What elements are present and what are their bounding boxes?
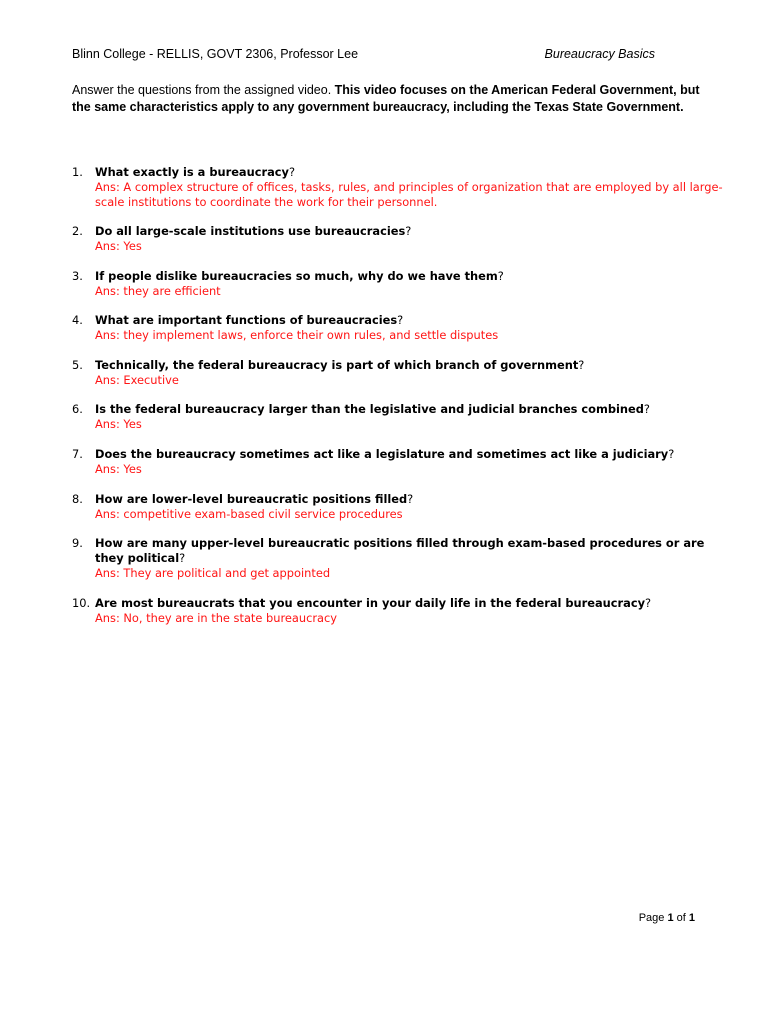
instructions-emphasis: This video focuses on the American Federal Government, but the same characteristics apply to any government bureaucracy, including the Texas State Government. (72, 83, 700, 114)
answer-text: Ans: No, they are in the state bureaucracy (95, 610, 338, 625)
instructions-lead: Answer the questions from the assigned video. (72, 83, 335, 97)
question-prompt: If people dislike bureaucracies so much, why do we have them (95, 269, 498, 283)
question-number: 1. (72, 165, 83, 179)
question-prompt: Is the federal bureaucracy larger than the legislative and judicial branches combined (95, 402, 644, 416)
question-number: 4. (72, 313, 83, 327)
question-item (72, 358, 725, 388)
answer-text: Ans: Yes (95, 461, 142, 476)
question-item (72, 447, 725, 477)
question-item (72, 165, 725, 209)
question-prompt: Technically, the federal bureaucracy is part of which branch of government (95, 358, 579, 372)
answer-text: Ans: Yes (95, 238, 142, 253)
question-text (95, 596, 651, 610)
question-number: 8. (72, 492, 83, 506)
question-mark: ? (668, 447, 675, 461)
answer-text: Ans: They are political and get appointed (95, 565, 331, 580)
answer-text: Ans: Yes (95, 416, 142, 431)
instructions (72, 82, 702, 116)
question-number: 7. (72, 447, 83, 461)
question-item (72, 596, 725, 626)
question-prompt: How are lower-level bureaucratic positions filled (95, 492, 408, 506)
question-mark: ? (578, 358, 585, 372)
course-info: Blinn College - RELLIS, GOVT 2306, Professor Lee (72, 47, 359, 61)
question-text (95, 492, 413, 506)
question-item (72, 269, 725, 299)
answer-text: Ans: Executive (95, 372, 179, 387)
question-mark: ? (497, 269, 504, 283)
question-mark: ? (407, 492, 414, 506)
question-item (72, 402, 725, 432)
question-prompt: What are important functions of bureaucracies (95, 313, 398, 327)
question-text (95, 536, 704, 565)
page-of: of (673, 912, 689, 924)
question-prompt: How are many upper-level bureaucratic positions filled through exam-based procedures or are they political (95, 536, 705, 565)
question-mark: ? (645, 596, 652, 610)
question-text (95, 269, 504, 283)
question-text (95, 313, 403, 327)
answer-text: Ans: competitive exam-based civil service procedures (95, 506, 403, 521)
answer-text: Ans: A complex structure of offices, tasks, rules, and principles of organization that are employed by all large-scale institutions to coordinate the work for their personnel. (95, 179, 723, 209)
question-mark: ? (288, 165, 296, 179)
question-text (95, 402, 650, 416)
question-text (95, 358, 584, 372)
question-prompt: Do all large-scale institutions use bureaucracies (95, 224, 406, 238)
answer-text: Ans: they are efficient (95, 283, 221, 298)
question-text (95, 224, 411, 238)
document-topic: Bureaucracy Basics (544, 47, 655, 61)
question-number: 9. (72, 536, 83, 550)
question-text (95, 165, 295, 179)
question-prompt: Are most bureaucrats that you encounter in your daily life in the federal bureaucracy (95, 596, 646, 610)
page-number (639, 912, 695, 924)
question-number: 2. (72, 224, 83, 238)
question-item (72, 536, 725, 580)
page-total: 1 (688, 912, 695, 924)
question-number: 5. (72, 358, 83, 372)
question-number: 3. (72, 269, 83, 283)
question-item (72, 224, 725, 254)
question-mark: ? (643, 402, 650, 416)
page-label: Page (638, 912, 668, 924)
question-mark: ? (179, 550, 186, 565)
question-mark: ? (405, 224, 412, 238)
question-number: 6. (72, 402, 83, 416)
question-item (72, 492, 725, 522)
question-prompt: Does the bureaucracy sometimes act like a legislature and sometimes act like a judiciary (95, 447, 669, 461)
question-item (72, 313, 725, 343)
page-current: 1 (667, 912, 674, 924)
question-mark: ? (397, 313, 404, 327)
question-prompt: What exactly is a bureaucracy (95, 165, 289, 179)
question-number: 10. (72, 596, 91, 610)
question-text (95, 447, 674, 461)
answer-text: Ans: they implement laws, enforce their own rules, and settle disputes (95, 327, 499, 342)
